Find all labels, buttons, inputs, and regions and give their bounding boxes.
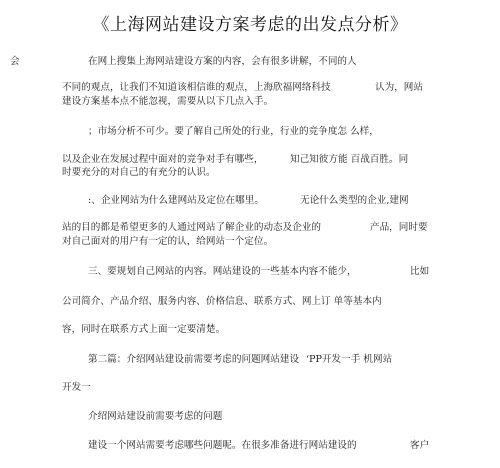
text-line: 以及企业在发展过程中面对的竞争对手有哪些， xyxy=(62,154,264,165)
text-line: 时要充分的对自己的有充分的认识。 xyxy=(62,167,216,178)
text-line: 介绍网站建设前需要考虑的问题 xyxy=(88,411,223,422)
text-line: 无论什么类型的企业,建网 xyxy=(300,195,409,206)
text-line: 建设方案基本点不能忽视，需要从以下几点入手。 xyxy=(62,96,274,107)
text-line: 建设一个网站需要考虑哪些问题呢。在很多准备进行网站建设的 xyxy=(88,440,357,451)
text-line: 三、要规划自己网站的内容。网站建设的一些基本内容不能少， xyxy=(88,266,357,277)
text-line: 公司简介、产品介绍、服务内容、价格信息、联系方式、网上订 单等基本内 xyxy=(62,296,382,307)
text-line: 站的目的都是希望更多的人通过网站了解企业的动态及企业的 xyxy=(62,222,322,233)
text-line: :、企业网站为什么建网站及定位在哪里。 xyxy=(88,195,264,206)
text-line: 产品，同时要 xyxy=(370,222,428,233)
text-line: 客户 xyxy=(410,440,430,451)
text-line: 知己知彼方能 百战百胜。同 xyxy=(290,154,409,165)
document-title: 《上海网站建设方案考虑的出发点分析》 xyxy=(92,15,408,35)
text-line: 在网上搜集上海网站建设方案的内容，会有很多讲解，不同的人 xyxy=(88,56,357,67)
text-line: 不同的观点，让我们不知道该相信谁的观点，上海欣福网络科技 xyxy=(62,82,331,93)
text-line: 对自己面对的用户有一定的认，给网站一个定位。 xyxy=(62,236,274,247)
text-line: ；市场分析不可少。要了解自己所处的行业，行业的竞争度怎 么样， xyxy=(88,126,379,137)
text-line: ‘PP开发一手 机网站 xyxy=(306,354,393,365)
text-line: 第二篇：介绍网站建设前需要考虑的问题网站建设 xyxy=(88,354,300,365)
text-line: 认为，网站 xyxy=(375,82,423,93)
text-line: 开发一 xyxy=(62,382,91,393)
text-line: 容，同时在联系方式上面一定要清楚。 xyxy=(62,324,226,335)
text-line: 比如 xyxy=(410,266,430,277)
text-line: 会 xyxy=(10,56,20,67)
